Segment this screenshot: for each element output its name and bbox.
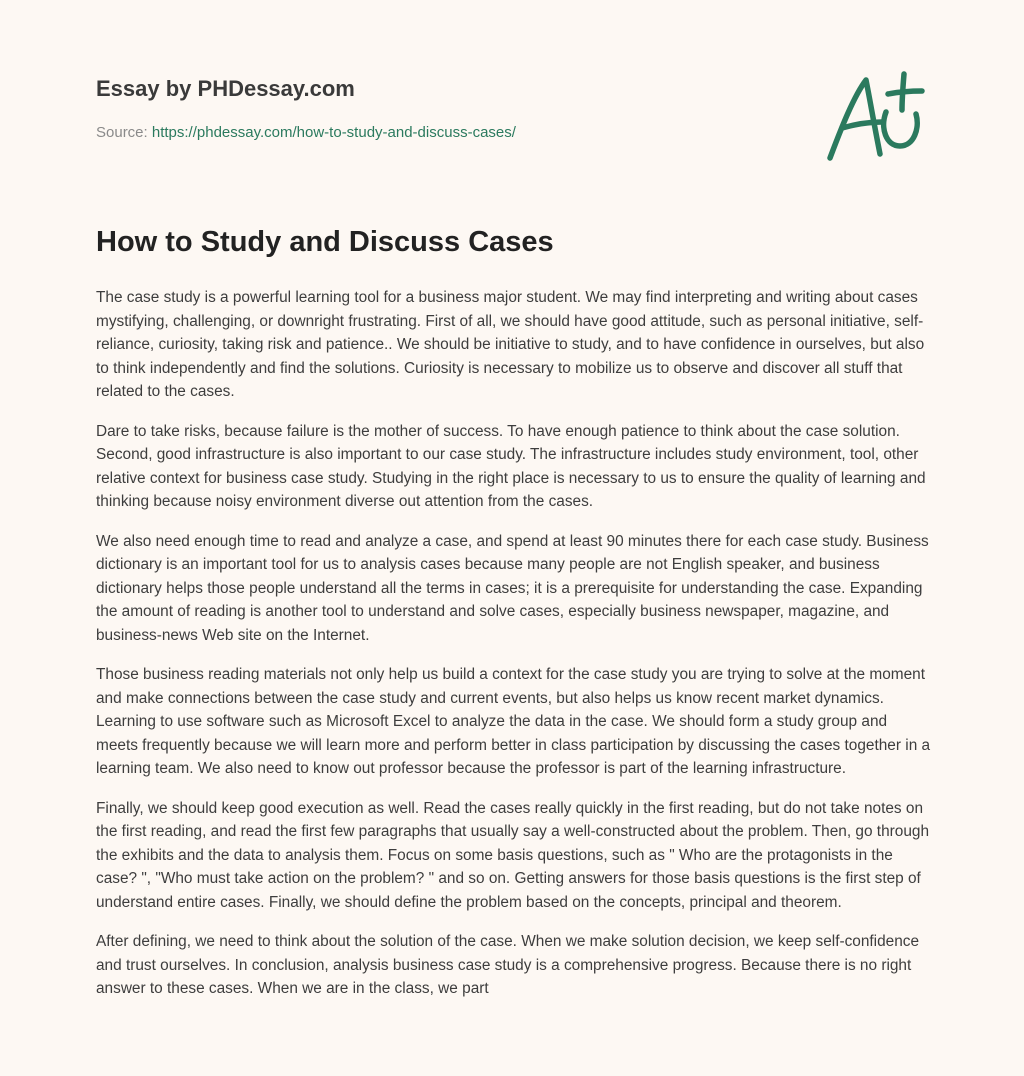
essay-paragraph-1: The case study is a powerful learning tool for a business major student. We may find interpreting and writing about cases mystifying, challenging, or downright frustrating. First of all, we should have good attitude, such as personal initiative, self-reliance, curiosity, taking risk and patience.. We should be initiative to study, and to have confidence in ourselves, but also to think independently and find the solutions. Curiosity is necessary to mobilize us to observe and discover all stuff that related to the cases.	[96, 289, 925, 400]
site-brand: Essay by PHDessay.com	[96, 76, 355, 101]
source-line	[96, 124, 516, 141]
essay-paragraph-5: Finally, we should keep good execution as well. Read the cases really quickly in the first reading, but do not take notes on the first reading, and read the first few paragraphs that usually say a well-constructed about the problem. Then, go through the exhibits and the data to analysis them. Focus on some basis questions, such as " Who are the protagonists in the case? ", "Who must take action on the problem? " and so on. Getting answers for those basis questions is the first step of understand entire cases. Finally, we should define the problem based on the concepts, principal and theorem.	[96, 799, 930, 911]
essay-paragraph-2: Dare to take risks, because failure is the mother of success. To have enough patience to think about the case solution. Second, good infrastructure is also important to our case study. The infrastructure includes study environment, tool, other relative context for business case study. Studying in the right place is necessary to us to ensure the quality of learning and thinking because noisy environment diverse out attention from the cases.	[96, 422, 926, 510]
essay-paragraph-3: We also need enough time to read and analyze a case, and spend at least 90 minutes there for each case study. Business dictionary is an important tool for us to analysis cases because many people are not English speaker, and business dictionary helps those people understand all the terms in cases; it is a prerequisite for understanding the case. Expanding the amount of reading is another tool to understand and solve cases, especially business newspaper, magazine, and business-news Web site on the Internet.	[96, 532, 929, 644]
source-link[interactable]: https://phdessay.com/how-to-study-and-discuss-cases/	[151, 124, 516, 141]
source-label: Source:	[96, 124, 148, 141]
essay-paragraph-4: Those business reading materials not only help us build a context for the case study you are trying to solve at the moment and make connections between the case study and current events, but also helps us know recent market dynamics. Learning to use software such as Microsoft Excel to analyze the data in the case. We should form a study group and meets frequently because we will learn more and perform better in class participation by discussing the cases together in a learning team. We also need to know out professor because the professor is part of the learning infrastructure.	[96, 666, 931, 777]
essay-paragraph-6: After defining, we need to think about the solution of the case. When we make solution decision, we keep self-confidence and trust ourselves. In conclusion, analysis business case study is a comprehensive progress. Because there is no right answer to these cases. When we are in the class, we part	[96, 933, 920, 997]
essay-body	[96, 286, 932, 1017]
essay-title: How to Study and Discuss Cases	[96, 226, 554, 258]
a-plus-grade-icon	[820, 66, 930, 166]
